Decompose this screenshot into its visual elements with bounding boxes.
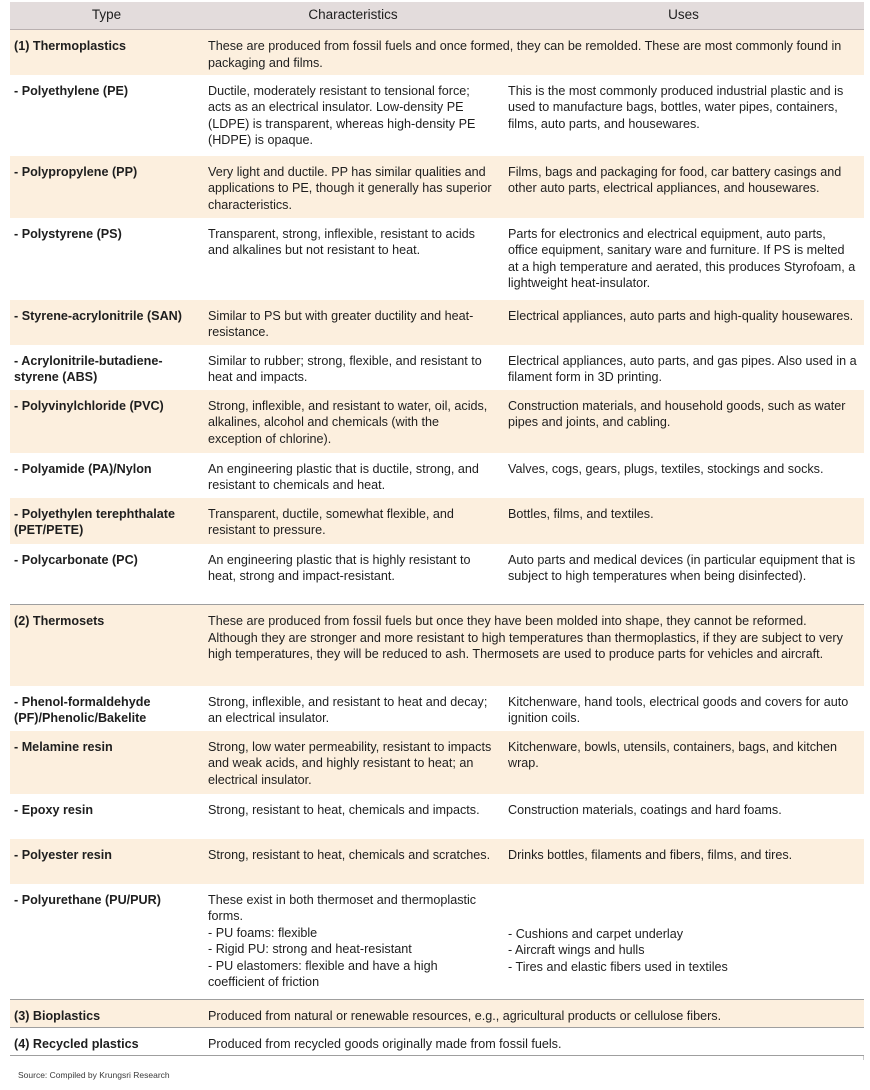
type-cell: (4) Recycled plastics (10, 1028, 203, 1056)
description-cell: These are produced from fossil fuels and once formed, they can be remolded. These are most commonly found in packaging and films. (203, 30, 864, 75)
pu-uses-line: - Tires and elastic fibers used in textiles (508, 959, 728, 974)
uses-cell: Auto parts and medical devices (in particular equipment that is subject to high temperatures when being disinfected). (503, 544, 864, 605)
type-cell: - Polyamide (PA)/Nylon (10, 453, 203, 498)
type-cell: - Polypropylene (PP) (10, 156, 203, 218)
table-row (10, 498, 864, 544)
characteristics-cell: Transparent, ductile, somewhat flexible, and resistant to pressure. (203, 498, 503, 544)
description-cell: These are produced from fossil fuels but once they have been molded into shape, they cannot be reformed. Although they are stronger and more resistant to high temperatures than thermoplastics, if they are subject to very high temperatures, they will be reduced to ash. Thermosets are used to produce parts for vehicles and aircraft. (203, 605, 864, 686)
type-cell: - Polyurethane (PU/PUR) (10, 884, 203, 1000)
uses-cell: Kitchenware, bowls, utensils, containers, bags, and kitchen wrap. (503, 731, 864, 794)
uses-cell: Construction materials, coatings and hard foams. (503, 794, 864, 839)
description-cell: Produced from natural or renewable resources, e.g., agricultural products or cellulose fibers. (203, 1000, 864, 1028)
uses-cell: Kitchenware, hand tools, electrical goods and covers for auto ignition coils. (503, 686, 864, 731)
table-row (10, 839, 864, 884)
uses-cell: Electrical appliances, auto parts and high-quality housewares. (503, 300, 864, 345)
characteristics-cell: Strong, resistant to heat, chemicals and scratches. (203, 839, 503, 884)
type-cell: (3) Bioplastics (10, 1000, 203, 1028)
type-cell: - Melamine resin (10, 731, 203, 794)
section-row (10, 30, 864, 75)
pu-char-line: - Rigid PU: strong and heat-resistant (208, 942, 412, 956)
characteristics-cell: Very light and ductile. PP has similar qualities and applications to PE, though it generally has superior characteristics. (203, 156, 503, 218)
description-cell: Produced from recycled goods originally made from fossil fuels. (203, 1028, 864, 1056)
header-characteristics: Characteristics (203, 2, 503, 30)
characteristics-cell: Similar to rubber; strong, flexible, and resistant to heat and impacts. (203, 345, 503, 390)
section-row (10, 605, 864, 686)
uses-cell: Electrical appliances, auto parts, and gas pipes. Also used in a filament form in 3D printing. (503, 345, 864, 390)
type-cell: - Polyvinylchloride (PVC) (10, 390, 203, 453)
table-row-bioplastics (10, 1000, 864, 1028)
type-cell: - Polystyrene (PS) (10, 218, 203, 300)
header-type: Type (10, 2, 203, 30)
characteristics-cell: Transparent, strong, inflexible, resistant to acids and alkalines but not resistant to heat. (203, 218, 503, 300)
type-cell: - Acrylonitrile-butadiene-styrene (ABS) (10, 345, 203, 390)
characteristics-cell: Strong, low water permeability, resistant to impacts and weak acids, and highly resistant to heat; an electrical insulator. (203, 731, 503, 794)
table-row-recycled (10, 1028, 864, 1056)
header-row (10, 2, 864, 30)
uses-cell: Bottles, films, and textiles. (503, 498, 864, 544)
type-cell: - Polyethylene (PE) (10, 75, 203, 156)
uses-cell: Films, bags and packaging for food, car battery casings and other auto parts, electrical appliances, and housewares. (503, 156, 864, 218)
type-cell: - Epoxy resin (10, 794, 203, 839)
table-row (10, 390, 864, 453)
pu-char-line: These exist in both thermoset and thermoplastic forms. (208, 892, 477, 923)
characteristics-cell: An engineering plastic that is ductile, strong, and resistant to chemicals and heat. (203, 453, 503, 498)
table-row (10, 156, 864, 218)
table-row (10, 75, 864, 156)
type-cell: - Phenol-formaldehyde (PF)/Phenolic/Bakelite (10, 686, 203, 731)
characteristics-cell: An engineering plastic that is highly resistant to heat, strong and impact-resistant. (203, 544, 503, 605)
table-row (10, 686, 864, 731)
type-cell: - Polyethylen terephthalate (PET/PETE) (10, 498, 203, 544)
table-body (10, 30, 864, 884)
type-cell: (1) Thermoplastics (10, 30, 203, 75)
uses-cell: Construction materials, and household goods, such as water pipes and joints, and cabling. (503, 390, 864, 453)
plastics-table (10, 2, 864, 1056)
table-row (10, 218, 864, 300)
pu-uses-line: - Aircraft wings and hulls (508, 943, 645, 957)
pu-char-line: - PU foams: flexible (208, 925, 318, 940)
table-row (10, 345, 864, 390)
type-cell: - Polyester resin (10, 839, 203, 884)
type-cell: (2) Thermosets (10, 605, 203, 686)
uses-cell: Valves, cogs, gears, plugs, textiles, stockings and socks. (503, 453, 864, 498)
table-row-polyurethane (10, 884, 864, 1000)
characteristics-cell: Strong, inflexible, and resistant to water, oil, acids, alkalines, alcohol and chemicals (with the exception of chlorine). (203, 390, 503, 453)
pu-uses-line: - Cushions and carpet underlay (508, 926, 684, 941)
characteristics-cell: Strong, inflexible, and resistant to heat and decay; an electrical insulator. (203, 686, 503, 731)
source-note: Source: Compiled by Krungsri Research (18, 1070, 170, 1080)
table-row (10, 794, 864, 839)
characteristics-cell: Strong, resistant to heat, chemicals and impacts. (203, 794, 503, 839)
uses-cell: This is the most commonly produced industrial plastic and is used to manufacture bags, bottles, water pipes, containers, films, auto parts, and housewares. (503, 75, 864, 156)
table-row (10, 453, 864, 498)
characteristics-cell: Similar to PS but with greater ductility and heat-resistance. (203, 300, 503, 345)
characteristics-cell (203, 884, 503, 1000)
type-cell: - Styrene-acrylonitrile (SAN) (10, 300, 203, 345)
table-row (10, 544, 864, 605)
uses-cell (503, 884, 864, 1000)
header-uses: Uses (503, 2, 864, 30)
table-row (10, 731, 864, 794)
type-cell: - Polycarbonate (PC) (10, 544, 203, 605)
characteristics-cell: Ductile, moderately resistant to tensional force; acts as an electrical insulator. Low-density PE (LDPE) is transparent, whereas high-density PE (HDPE) is opaque. (203, 75, 503, 156)
uses-cell: Parts for electronics and electrical equipment, auto parts, office equipment, sanitary ware and furniture. If PS is melted at a high temperature and aerated, this produces Styrofoam, a lightweight heat-insulator. (503, 218, 864, 300)
table-row (10, 300, 864, 345)
table-body-tail (10, 884, 864, 1056)
uses-cell: Drinks bottles, filaments and fibers, films, and tires. (503, 839, 864, 884)
pu-char-line: - PU elastomers: flexible and have a high coefficient of friction (208, 958, 438, 989)
